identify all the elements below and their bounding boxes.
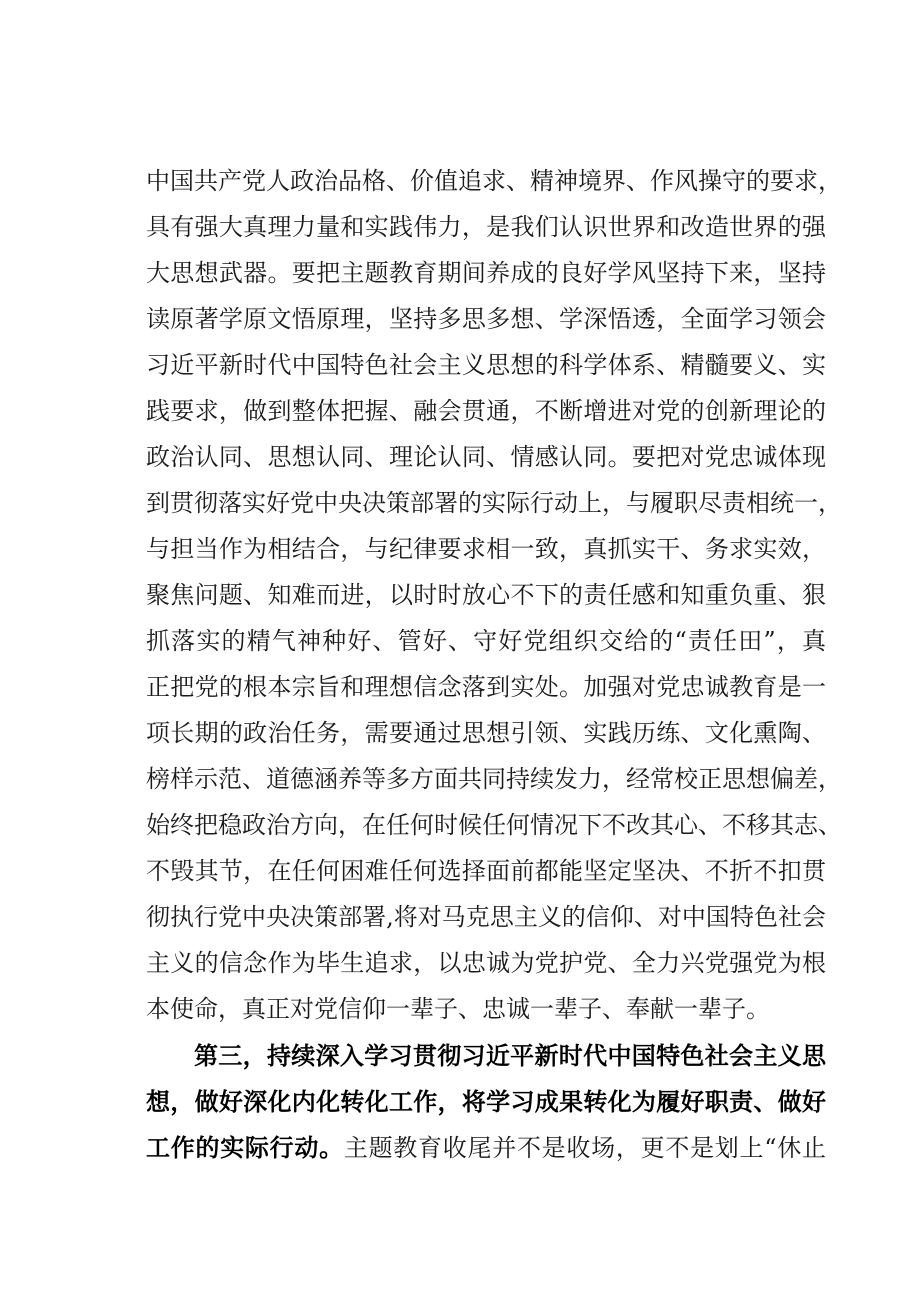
body-text-line: 抓落实的精气神种好、管好、守好党组织交给的“责任田”，真: [146, 627, 826, 655]
section-heading-line: 想，做好深化内化转化工作，将学习成果转化为履好职责、做好: [146, 1087, 826, 1116]
body-text-line: 与担当作为相结合，与纪律要求相一致，真抓实干、务求实效，: [146, 535, 826, 563]
body-text-line: 大思想武器。要把主题教育期间养成的良好学风坚持下来，坚持: [146, 259, 826, 287]
body-text-line: 习近平新时代中国特色社会主义思想的科学体系、精髓要义、实: [146, 351, 826, 379]
body-text-line: 践要求，做到整体把握、融会贯通，不断增进对党的创新理论的: [146, 397, 826, 425]
body-text-line: 始终把稳政治方向，在任何时候任何情况下不改其心、不移其志、: [146, 811, 842, 839]
body-text-line: 政治认同、思想认同、理论认同、情感认同。要把对党忠诚体现: [146, 443, 826, 471]
body-text-line: 具有强大真理力量和实践伟力，是我们认识世界和改造世界的强: [146, 213, 826, 241]
body-text-line: 读原著学原文悟原理，坚持多思多想、学深悟透，全面学习领会: [146, 305, 826, 333]
section-heading-end: 工作的实际行动。: [146, 1133, 344, 1162]
body-text-line: 主义的信念作为毕生追求，以忠诚为党护党、全力兴党强党为根: [146, 949, 826, 977]
body-text-line: 中国共产党人政治品格、价值追求、精神境界、作风操守的要求，: [146, 167, 842, 195]
section-heading-line: 第三，持续深入学习贯彻习近平新时代中国特色社会主义思: [194, 1041, 826, 1070]
body-text-line: 不毁其节，在任何困难任何选择面前都能坚定坚决、不折不扣贯: [146, 857, 826, 885]
body-text-line: 聚焦问题、知难而进，以时时放心不下的责任感和知重负重、狠: [146, 581, 826, 609]
body-text-line: 正把党的根本宗旨和理想信念落到实处。加强对党忠诚教育是一: [146, 673, 826, 701]
body-text-line: 到贯彻落实好党中央决策部署的实际行动上，与履职尽责相统一，: [146, 489, 842, 517]
body-text-line: 榜样示范、道德涵养等多方面共同持续发力，经常校正思想偏差，: [146, 765, 842, 793]
body-text-line: 彻执行党中央决策部署,将对马克思主义的信仰、对中国特色社会: [146, 903, 826, 931]
body-text-segment: 主题教育收尾并不是收场，更不是划上“休止: [343, 1134, 826, 1162]
mixed-text-line: [146, 1133, 826, 1163]
body-text-line: 本使命，真正对党信仰一辈子、忠诚一辈子、奉献一辈子。: [146, 995, 770, 1023]
body-text-line: 项长期的政治任务，需要通过思想引领、实践历练、文化熏陶、: [146, 719, 826, 747]
